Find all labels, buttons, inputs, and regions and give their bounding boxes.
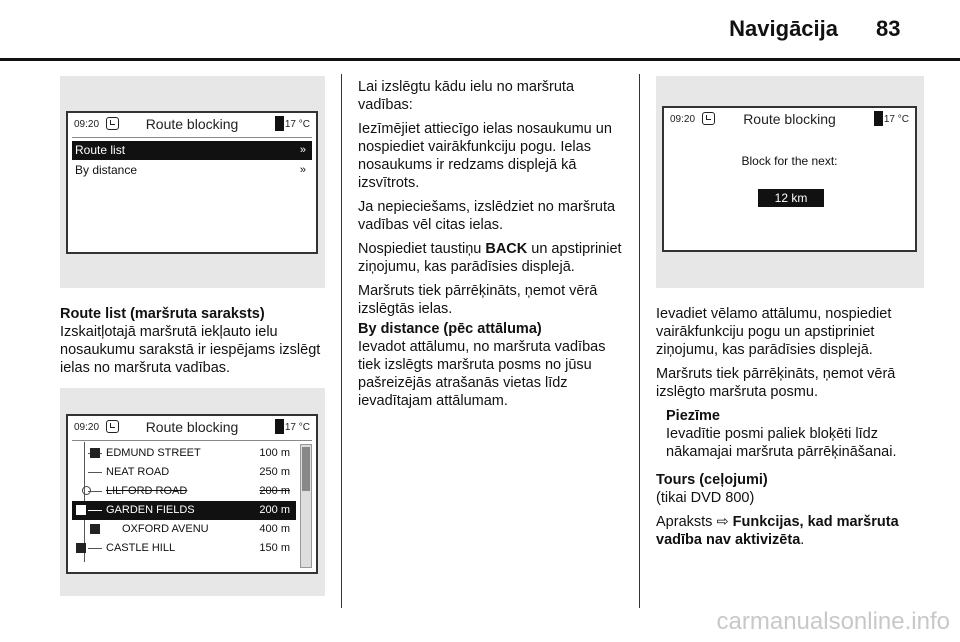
roundabout-icon [82,486,91,495]
chevron-right-icon: » [299,144,306,156]
menu-item-route-list[interactable] [72,141,312,160]
subheading: Tours (ceļojumi) [656,472,768,488]
thermometer-icon [275,419,284,434]
col3-text [656,305,936,555]
subheading: Route list (maršruta saraksts) [60,306,265,322]
temperature-readout: 17 °C [284,422,310,433]
street-name: GARDEN FIELDS [106,504,195,516]
screen-header-rule [72,440,312,441]
menu-item-label: Route list [75,143,126,157]
screen-title: Route blocking [145,116,239,132]
paragraph: Maršruts tiek pārrēķināts, ņemot vērā izslēgtās ielas. [358,283,598,317]
street-distance: 200 m [259,504,290,516]
paragraph: (tikai DVD 800) [656,490,755,506]
display-screen [66,111,318,254]
turn-icon [76,543,86,553]
turn-icon [76,505,86,515]
paragraph: Maršruts tiek pārrēķināts, ņemot vērā izslēgto maršruta posmu. [656,366,896,400]
screen-header-rule [72,137,312,138]
screen-header [664,108,915,134]
menu-item-label: By distance [75,163,138,177]
temperature-readout: 17 °C [284,119,310,130]
text-run: Apraksts [656,514,717,530]
section-title: Navigācija [729,16,838,41]
column-divider [639,74,640,608]
figure-distance [656,76,924,288]
street-name: OXFORD AVENU [122,523,209,535]
page-number: 83 [876,16,901,41]
text-run: Nospiediet taustiņu [358,241,486,257]
paragraph: Izskaitļotajā maršrutā iekļauto ielu nosaukumu sarakstā ir iespējams izslēgt ielas no maršruta vadības. [60,324,321,376]
street-distance: 150 m [259,542,290,554]
note-block [656,407,936,461]
route-branch [88,472,102,473]
chevron-right-icon: » [299,164,306,176]
street-name: CASTLE HILL [106,542,176,554]
screen-header [68,113,316,139]
watermark: carmanualsonline.info [716,608,950,635]
header-rule [0,58,960,61]
col1-text [60,305,330,377]
paragraph: Ievadiet vēlamo attālumu, nospiediet vairākfunkciju pogu un apstipriniet ziņojumu, kas parādīsies displejā. [656,306,892,358]
paragraph: Lai izslēgtu kādu ielu no maršruta vadības: [358,79,575,113]
street-distance: 200 m [259,485,290,497]
scrollbar-thumb[interactable] [302,447,310,491]
time-readout: 09:20 [74,119,100,130]
street-row-selected[interactable] [72,501,296,520]
thermometer-icon [874,111,883,126]
screen-title: Route blocking [145,419,239,435]
street-name: EDMUND STREET [106,447,201,459]
thermometer-icon [275,116,284,131]
distance-prompt: Block for the next: [741,154,838,168]
note-title: Piezīme [666,408,720,424]
street-row[interactable] [72,520,296,539]
street-distance: 400 m [259,523,290,535]
street-row[interactable] [72,444,296,463]
text-run: . [800,532,805,548]
paragraph: Iezīmējiet attiecīgo ielas nosaukumu un nospiediet vairākfunkciju pogu. Ielas nosaukums ir redzams displejā kā izsvītrots. [358,121,612,191]
col2-text [358,78,626,410]
subheading: By distance (pēc attāluma) [358,321,542,337]
distance-value-field[interactable]: 12 km [758,189,824,207]
display-screen [66,414,318,574]
temperature-readout: 17 °C [883,114,909,125]
screen-header [68,416,316,442]
paragraph [656,513,936,549]
figure-street-list [60,388,325,596]
time-readout: 09:20 [74,422,100,433]
paragraph: Ievadot attālumu, no maršruta vadības tiek izslēgts maršruta posms no jūsu pašreizējās atrašanās vietas līdz ievadītajam attālumam. [358,339,606,409]
street-distance: 100 m [259,447,290,459]
figure-route-list [60,76,325,288]
street-name: NEAT ROAD [106,466,170,478]
street-row[interactable] [72,463,296,482]
time-readout: 09:20 [670,114,696,125]
screen-title: Route blocking [743,111,836,127]
flag-icon [90,448,100,458]
paragraph [358,240,626,276]
junction-icon [90,524,100,534]
menu-item-by-distance[interactable] [72,161,312,180]
column-divider [341,74,342,608]
route-branch [88,548,102,549]
route-branch [88,510,102,511]
back-key-label: BACK [485,241,528,257]
street-row-blocked[interactable] [72,482,296,501]
note-text: Ievadītie posmi paliek bloķēti līdz nākamajai maršruta pārrēķināšanai. [666,426,897,460]
text-run: un apstipriniet ziņojumu, kas parādīsies displejā. [358,241,622,275]
cross-reference-link[interactable]: Funkcijas, kad maršruta vadība nav aktivizēta [656,514,899,548]
street-distance: 250 m [259,466,290,478]
street-row[interactable] [72,539,296,558]
paragraph: Ja nepieciešams, izslēdziet no maršruta vadības vēl citas ielas. [358,199,616,233]
scrollbar[interactable] [300,444,312,568]
arrow-right-icon: ⇨ [716,514,729,530]
street-name: LILFORD ROAD [106,485,188,497]
display-screen [662,106,917,252]
